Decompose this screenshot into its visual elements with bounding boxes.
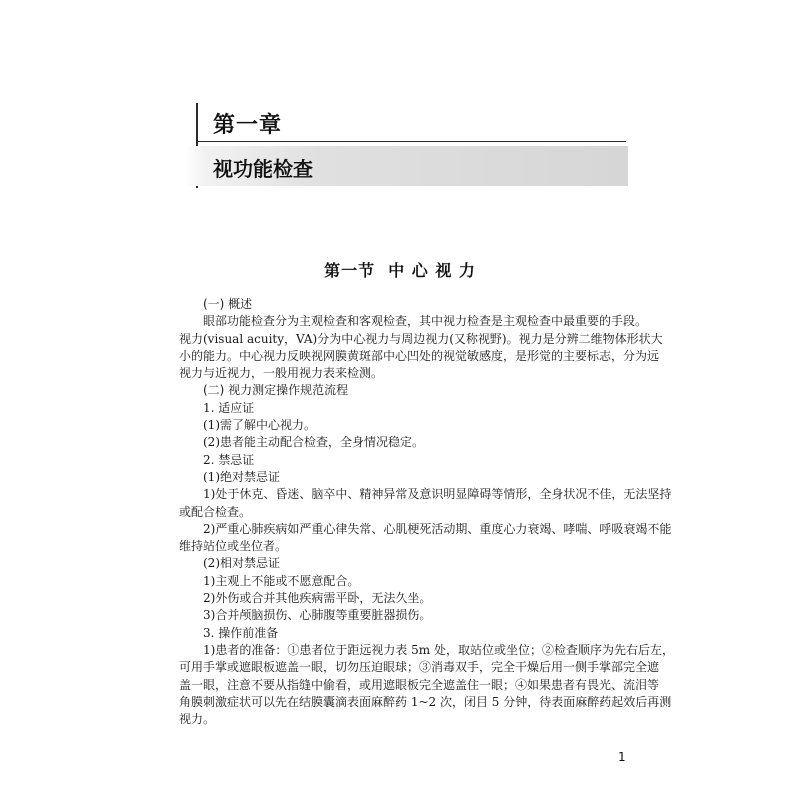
paragraph-line: 视力(visual acuity，VA)分为中心视力与周边视力(又称视野)。视力是分辨二维物体形状大 [179,331,663,346]
list-item: 1)主观上不能或不愿意配合。 [203,573,360,588]
list-item: 3)合并颅脑损伤、心肺腹等重要脏器损伤。 [203,608,432,623]
paragraph-line: 角膜刺激症状可以先在结膜囊滴表面麻醉药 1~2 次，闭目 5 分钟，待表面麻醉药起效后再测 [179,694,672,709]
paragraph-line: 眼部功能检查分为主观检查和客观检查，其中视力检查是主观检查中最重要的手段。 [203,314,648,329]
chapter-title: 第一章 [213,113,283,138]
chapter-horizontal-rule [196,141,626,142]
list-item: 1)处于休克、昏迷、脑卒中、精神异常及意识明显障碍等情形，全身状况不佳，无法坚持 [203,487,672,502]
list-item: 2)外伤或合并其他疾病需平卧，无法久坐。 [203,591,432,606]
absolute-contraindications-title: (1)绝对禁忌证 [203,469,280,484]
paragraph-line: 小的能力。中心视力反映视网膜黄斑部中心凹处的视觉敏感度，是形觉的主要标志，分为远 [179,348,660,363]
list-item-continuation: 维持站位或坐位者。 [179,539,288,554]
paragraph-line: 视力。 [179,712,216,727]
procedure-heading: (二) 视力测定操作规范流程 [203,383,349,398]
list-item-continuation: 或配合检查。 [179,504,252,519]
contraindications-title: 2. 禁忌证 [203,452,255,467]
list-item: (2)患者能主动配合检查，全身情况稳定。 [203,435,424,450]
paragraph-line: 视力与近视力，一般用视力表来检测。 [179,366,384,381]
paragraph-line: 可用手掌或遮眼板遮盖一眼，切勿压迫眼球；③消毒双手，完全干燥后用一侧手掌部完全遮 [179,660,660,675]
list-item: (1)需了解中心视力。 [203,418,316,433]
indications-title: 1. 适应证 [203,400,255,415]
chapter-subtitle: 视功能检查 [213,157,313,181]
body-text [179,296,674,728]
section-title: 第一节 中 心 视 力 [324,261,476,280]
list-item: 2)严重心肺疾病如严重心律失常、心肌梗死活动期、重度心力衰竭、哮喘、呼吸衰竭不能 [203,521,672,536]
page-number: 1 [618,750,626,764]
preparation-title: 3. 操作前准备 [203,625,279,640]
relative-contraindications-title: (2)相对禁忌证 [203,556,280,571]
paragraph-line: 盖一眼，注意不要从指缝中偷看，或用遮眼板完全遮盖住一眼；④如果患者有畏光、流泪等 [179,677,660,692]
paragraph-line: 1)患者的准备：①患者位于距远视力表 5m 处，取站位或坐位；②检查顺序为先右后左， [203,642,674,657]
overview-heading: (一) 概述 [203,297,253,311]
